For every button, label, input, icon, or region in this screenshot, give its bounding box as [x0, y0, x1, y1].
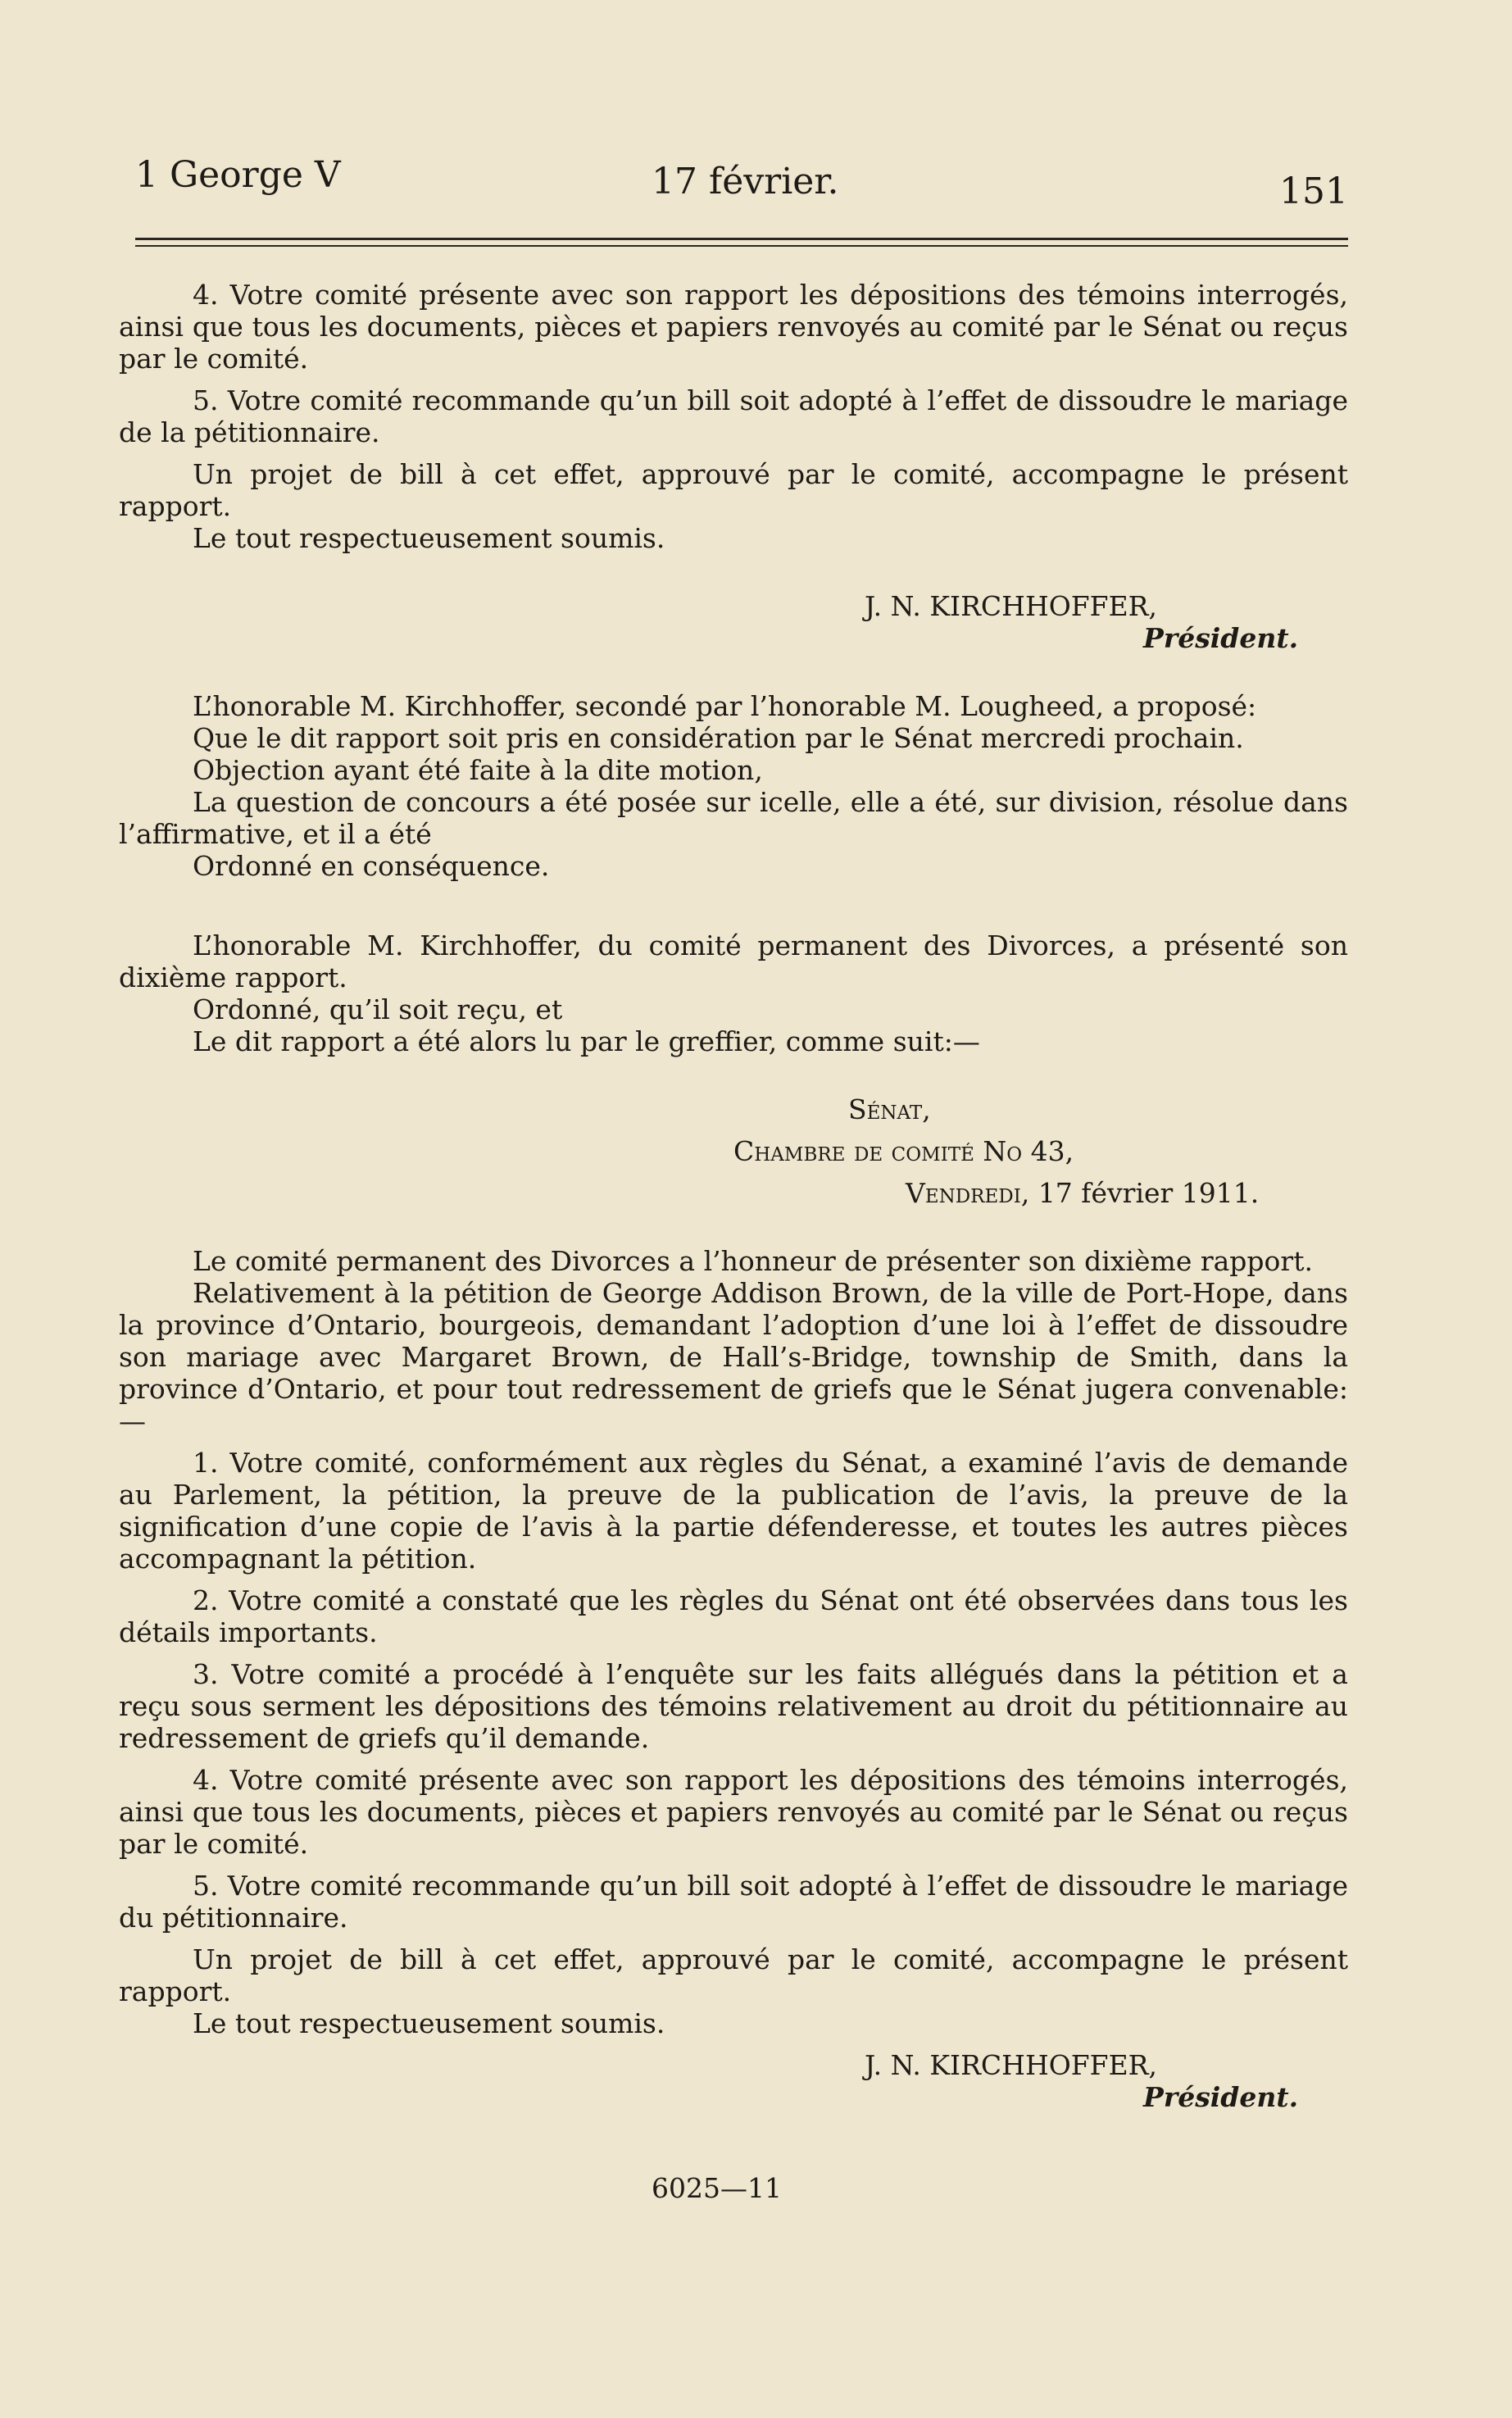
paragraph: Le dit rapport a été alors lu par le greffier, comme suit:—	[193, 1025, 980, 1057]
paragraph: 3. Votre comité a procédé à l’enquête sur les faits allégués dans la pétition et a reçu sous serment les dépositions des témoins relativement au droit du pétitionnaire au redressement de griefs qu’il demande.	[119, 1658, 1348, 1754]
paragraph: Un projet de bill à cet effet, approuvé par le comité, accompagne le présent rapport.	[119, 1943, 1348, 2007]
paragraph: 2. Votre comité a constaté que les règles du Sénat ont été observées dans tous les détails importants.	[119, 1584, 1348, 1648]
page-date: 17 février.	[652, 161, 839, 202]
signature-name: J. N. KIRCHHOFFER,	[865, 590, 1158, 622]
address-date	[906, 1177, 1348, 1209]
paragraph: L’honorable M. Kirchhoffer, du comité permanent des Divorces, a présenté son dixième rapport.	[119, 929, 1348, 993]
paragraph: La question de concours a été posée sur icelle, elle a été, sur division, résolue dans l’affirmative, et il a été	[119, 786, 1348, 850]
signature-title: Président.	[1143, 622, 1299, 654]
header-rule	[135, 238, 1348, 240]
paragraph: Un projet de bill à cet effet, approuvé par le comité, accompagne le présent rapport.	[119, 458, 1348, 522]
address-day: Vendredi,	[906, 1177, 1030, 1209]
signature-title: Président.	[1143, 2081, 1299, 2113]
page-header	[135, 154, 1348, 220]
page-number: 151	[1279, 170, 1348, 212]
paragraph: 4. Votre comité présente avec son rapport les dépositions des témoins interrogés, ainsi que tous les documents, pièces et papiers renvoyés au comité par le Sénat ou reçus par le comité.	[119, 1764, 1348, 1860]
paragraph: 5. Votre comité recommande qu’un bill soit adopté à l’effet de dissoudre le mariage de la pétitionnaire.	[119, 384, 1348, 448]
paragraph: L’honorable M. Kirchhoffer, secondé par l’honorable M. Lougheed, a proposé:	[193, 690, 1257, 722]
paragraph: 5. Votre comité recommande qu’un bill soit adopté à l’effet de dissoudre le mariage du pétitionnaire.	[119, 1870, 1348, 1934]
paragraph: Le comité permanent des Divorces a l’honneur de présenter son dixième rapport.	[193, 1245, 1313, 1277]
paragraph: Ordonné, qu’il soit reçu, et	[193, 993, 563, 1025]
paragraph: 1. Votre comité, conformément aux règles du Sénat, a examiné l’avis de demande au Parlement, la pétition, la preuve de la publication de l’avis, la preuve de la signification d’une copie de l’avis à la partie défenderesse, et toutes les autres pièces accompagnant la pétition.	[119, 1447, 1348, 1575]
paragraph: Ordonné en conséquence.	[193, 850, 550, 882]
paragraph: Le tout respectueusement soumis.	[193, 2007, 665, 2039]
address-date-text: 17 février 1911.	[1038, 1177, 1260, 1209]
header-rule-thin	[135, 245, 1348, 247]
signature-name: J. N. KIRCHHOFFER,	[865, 2049, 1158, 2081]
paragraph: Objection ayant été faite à la dite motion,	[193, 754, 763, 786]
page-body	[119, 279, 1348, 2113]
paragraph: 4. Votre comité présente avec son rapport les dépositions des témoins interrogés, ainsi que tous les documents, pièces et papiers renvoyés au comité par le Sénat ou reçus par le comité.	[119, 279, 1348, 375]
paragraph: Relativement à la pétition de George Addison Brown, de la ville de Port-Hope, dans la province d’Ontario, bourgeois, demandant l’adoption d’une loi à l’effet de dissoudre son mariage avec Margaret Brown, de Hall’s-Bridge, township de Smith, dans la province d’Ontario, et pour tout redressement de griefs que le Sénat jugera convenable:—	[119, 1277, 1348, 1437]
paragraph: Que le dit rapport soit pris en considération par le Sénat mercredi prochain.	[193, 722, 1244, 754]
address-senate: Sénat,	[848, 1093, 931, 1125]
address-room: Chambre de comité No 43,	[733, 1135, 1074, 1167]
printer-code: 6025—11	[652, 2172, 782, 2204]
paragraph: Le tout respectueusement soumis.	[193, 522, 665, 554]
regnal-year: 1 George V	[135, 154, 341, 196]
